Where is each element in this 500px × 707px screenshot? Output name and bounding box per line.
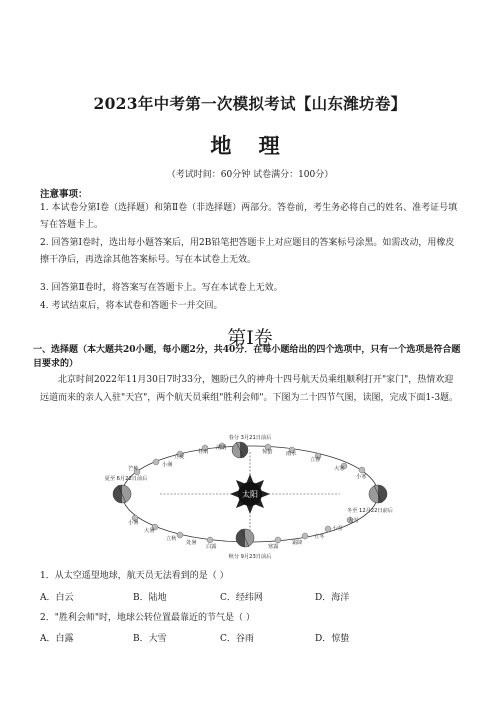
notice-item: 3. 回答第Ⅱ卷时，将答案写在答题卡上。写在本试卷上无效。 [40, 283, 283, 293]
part-heading: 一、选择题（本大题共20小题，每小题2分，共40分．在每小题给出的四个选项中，只有一个选项是符合题目要求的） [33, 345, 461, 369]
earth-spring [232, 442, 248, 458]
earth-summer [113, 485, 131, 503]
option-b[interactable]: B．大雪 [133, 634, 167, 644]
term-label: 小雪 [332, 526, 343, 532]
term-label: 谷雨 [198, 449, 209, 455]
exam-title: 2023年中考第一次模拟考试【山东潍坊卷】 [93, 94, 407, 113]
term-label: 白露 [206, 544, 217, 550]
exam-info: （考试时间：60分钟 试卷满分：100分） [166, 170, 334, 180]
sun [230, 474, 270, 514]
term-label: 大寒 [334, 466, 345, 472]
term-label: 惊蛰 [262, 449, 273, 455]
option-b[interactable]: B．陆地 [133, 593, 167, 603]
option-a[interactable]: A．白露 [40, 634, 74, 644]
term-label: 小暑 [128, 520, 139, 526]
term-label: 处暑 [186, 540, 197, 546]
term-label: 大暑 [144, 528, 155, 534]
term-label: 立冬 [314, 534, 325, 540]
notice-item: 1. 本试卷分第Ⅰ卷（选择题）和第Ⅱ卷（非选择题）两部分。答卷前，考生务必将自己的姓名、准考证号填写在答题卡上。 [40, 203, 458, 230]
term-spring-equinox: 春分 3月21日前后 [228, 435, 272, 441]
reading-passage: 北京时间2022年11月30日7时33分，翘盼已久的神舟十四号航天员乘组顺利打开"家门"，热情欢迎远道而来的亲人入驻"天宫"，两个航天员乘组"胜利会师"。下图为二十四节气图，读图，完成下面1-3题。 [40, 375, 459, 403]
term-label: 立春 [310, 457, 321, 463]
term-label: 雨水 [286, 451, 297, 457]
term-label: 寒露 [268, 544, 279, 550]
question-stem: 2．"胜利会师"时，地球公转位置最靠近的节气是（ ） [40, 613, 255, 623]
subject-title: 地 理 [210, 133, 290, 158]
question-stem: 1．从太空遥望地球，航天员无法看到的是（ ） [40, 571, 229, 581]
solar-terms-diagram [100, 432, 400, 562]
term-summer-solstice: 夏至 6月22日前后 [104, 476, 148, 482]
earth-autumn [236, 529, 254, 547]
term-label: 霜降 [292, 540, 303, 546]
term-label: 清明 [216, 445, 227, 451]
term-label: 芒种 [128, 466, 139, 472]
term-label: 大雪 [348, 518, 359, 524]
option-c[interactable]: C．经纬网 [220, 593, 263, 603]
option-d[interactable]: D．海洋 [315, 593, 350, 603]
option-a[interactable]: A．白云 [40, 593, 74, 603]
earth-winter [369, 485, 387, 503]
term-label: 立秋 [166, 536, 177, 542]
term-label: 小寒 [356, 474, 367, 480]
term-label: 立夏 [174, 454, 185, 460]
term-winter-solstice: 冬至 12月22日前后 [347, 508, 393, 514]
section-title: 第Ⅰ卷 [227, 327, 273, 349]
term-label: 小满 [162, 462, 173, 468]
notice-item: 2. 回答第Ⅰ卷时，选出每小题答案后，用2B铅笔把答题卡上对应题目的答案标号涂黑。如需改动，用橡皮擦干净后，再选涂其他答案标号。写在本试卷上无效。 [40, 238, 455, 265]
notice-heading: 注意事项： [40, 189, 88, 200]
notice-item: 4. 考试结束后，将本试卷和答题卡一并交回。 [40, 301, 223, 311]
option-c[interactable]: C．谷雨 [220, 634, 254, 644]
term-autumn-equinox: 秋分 9月23日前后 [228, 554, 272, 560]
sun-label: 太阳 [242, 490, 258, 499]
option-d[interactable]: D．惊蛰 [315, 634, 350, 644]
